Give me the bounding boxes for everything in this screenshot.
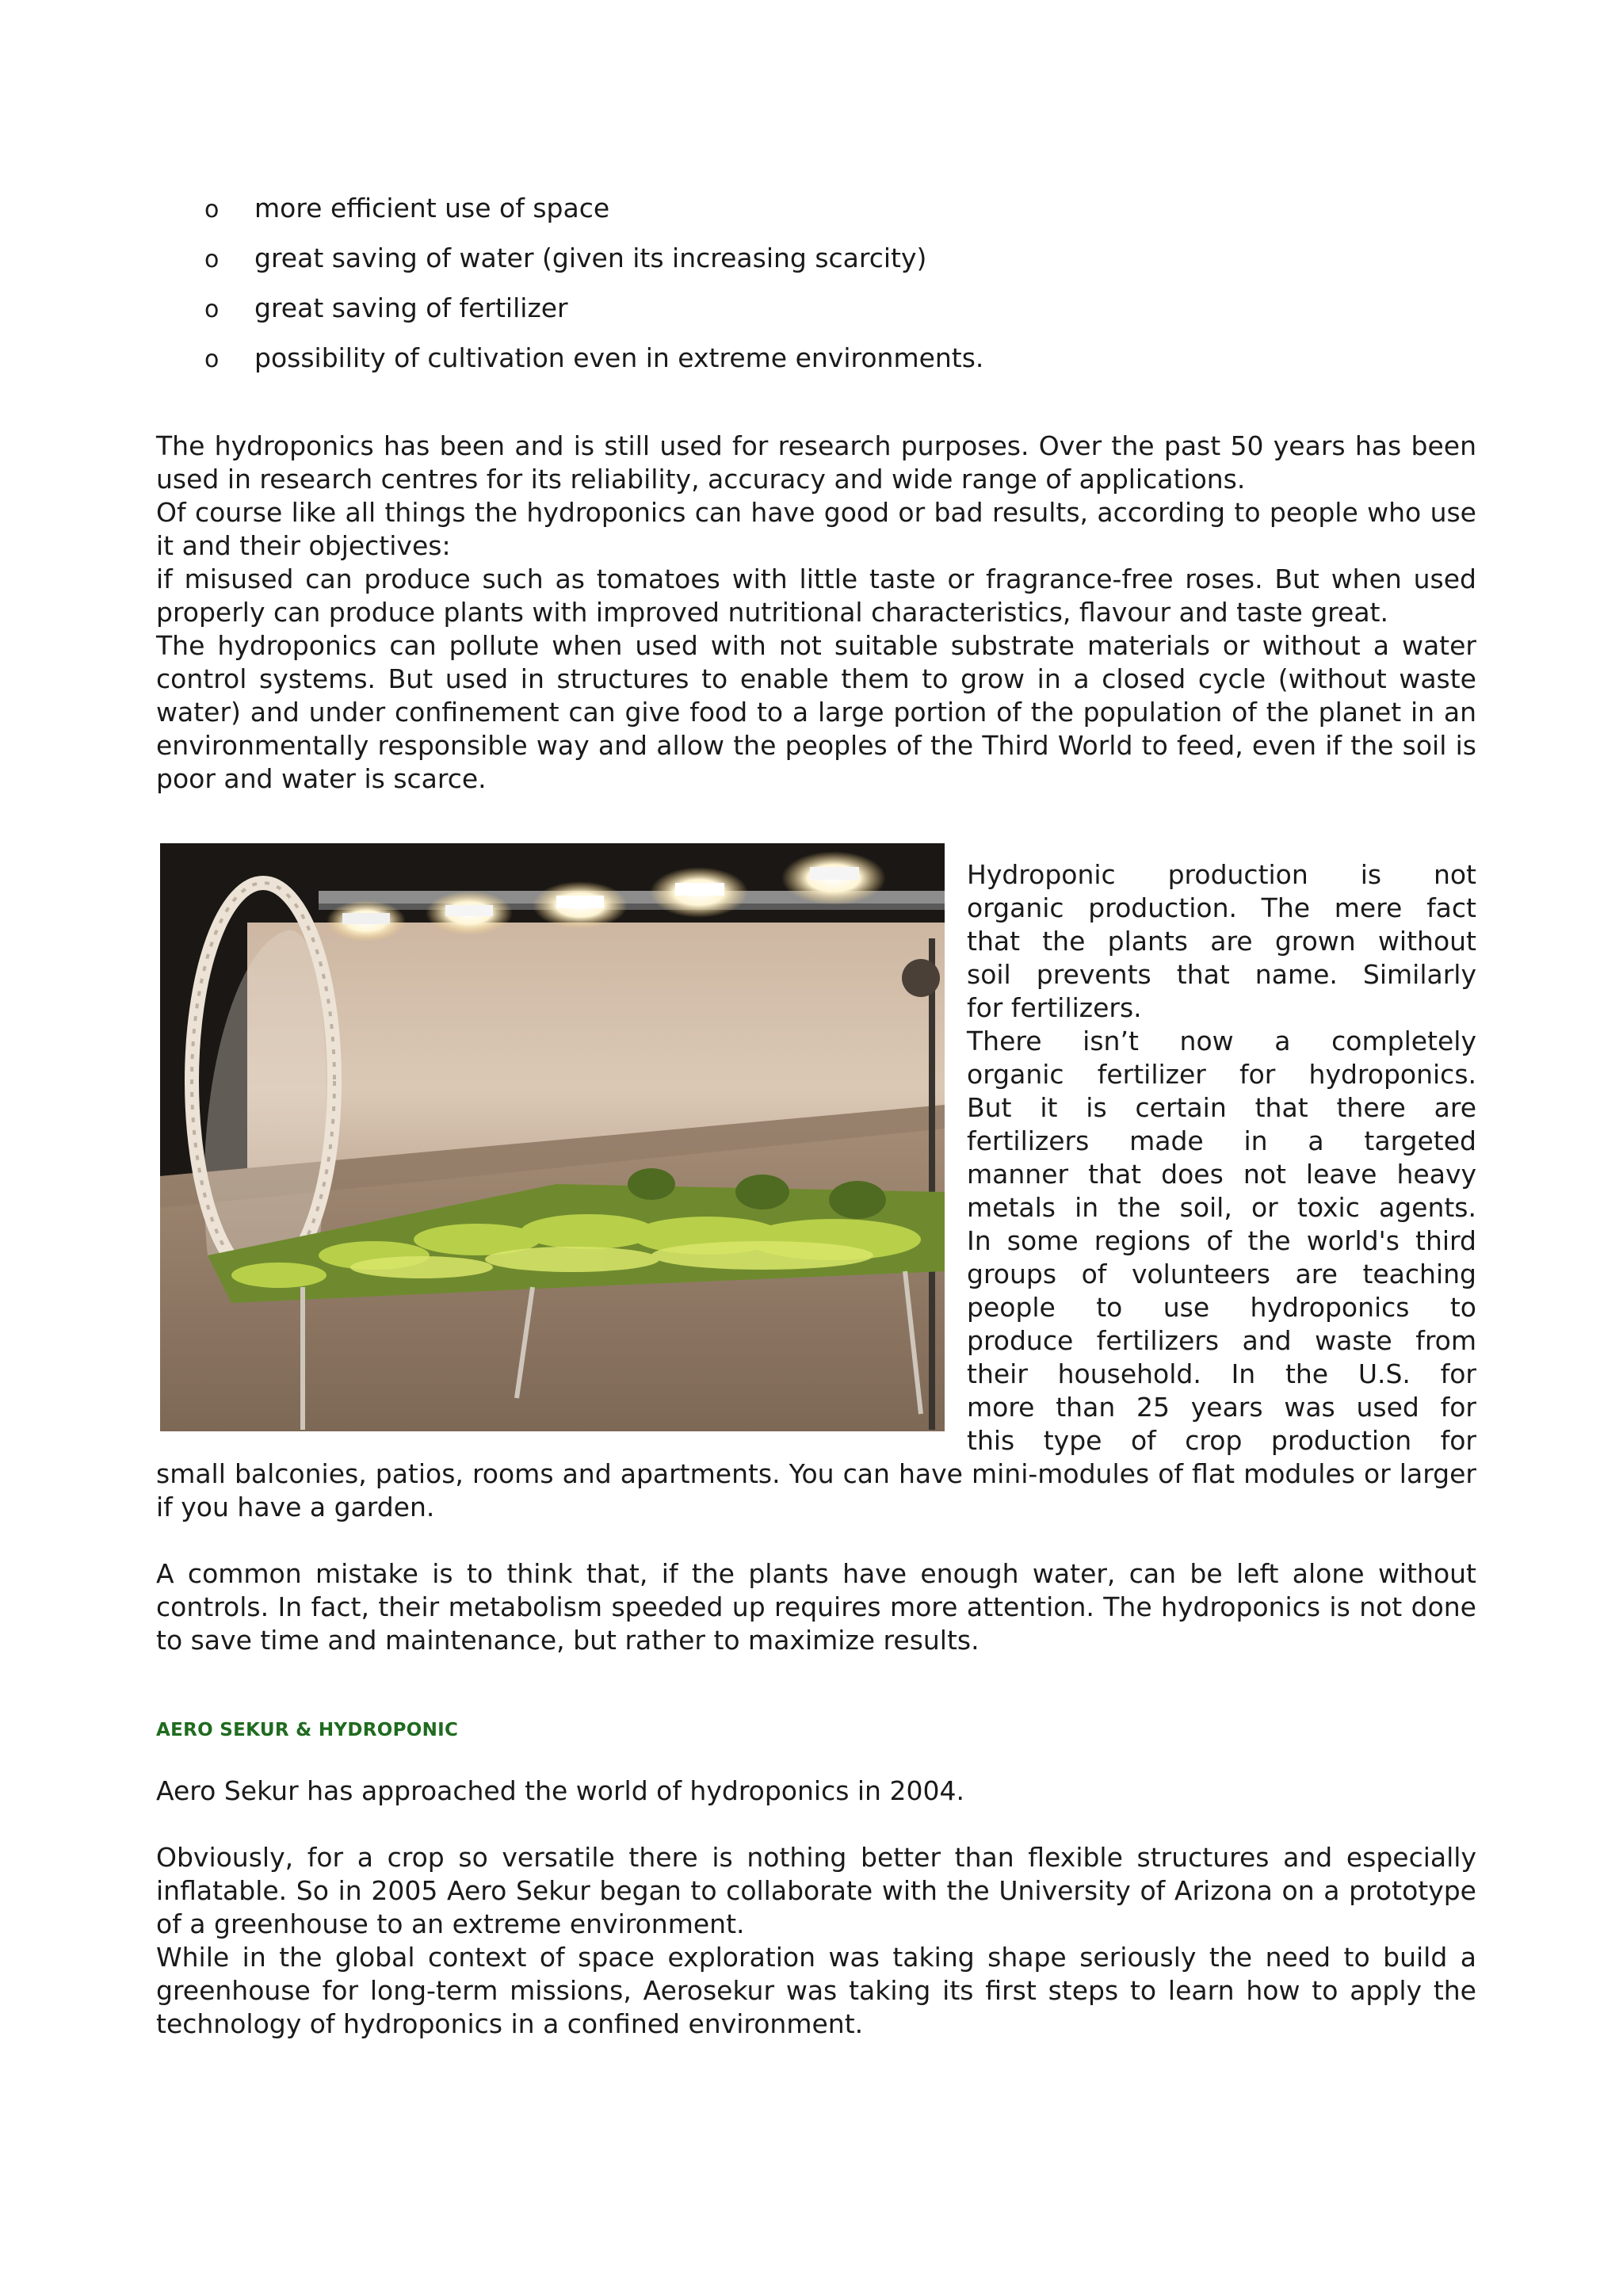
aero-sekur-text — [156, 1841, 1476, 2041]
text-line: fertilizers made in a targeted — [967, 1125, 1476, 1156]
bullet-circle-icon: o — [204, 246, 220, 273]
continuation-text — [156, 1457, 1476, 1524]
paragraph-common-mistake: A common mistake is to think that, if the plants have enough water, can be left alone without controls. In fact, their metabolism speeded up requires more attention. The hydroponics is not done to save time and maintenance, but rather to maximize results. — [156, 1558, 1476, 1656]
text-line: In some regions of the world's third — [967, 1225, 1476, 1256]
bullet-circle-icon: o — [204, 296, 220, 323]
text-line: soil prevents that name. Similarly — [967, 959, 1476, 990]
paragraph-pollution: The hydroponics can pollute when used with not suitable substrate materials or without a water control systems. But used in structures to enable them to grow in a closed cycle (without waste water) and under confinement can give food to a large portion of the population of the planet in an environmentally responsible way and allow the peoples of the Third World to feed, even if the soil is poor and water is scarce. — [156, 630, 1476, 794]
bullet-circle-icon: o — [204, 196, 220, 223]
mistake-text — [156, 1557, 1476, 1657]
paragraph-space-exploration: While in the global context of space exploration was taking shape seriously the need to build a greenhouse for long-term missions, Aerosekur was taking its first steps to learn how to apply the technology of hydroponics in a confined environment. — [156, 1942, 1476, 2039]
text-line: this type of crop production for — [967, 1425, 1476, 1456]
text-line: that the plants are grown without — [967, 926, 1476, 957]
list-item: o great saving of water (given its increasing scarcity) — [204, 242, 983, 292]
text-line: for fertilizers. — [967, 992, 1142, 1023]
paragraph-aero-sekur-2004: Aero Sekur has approached the world of hydroponics in 2004. — [156, 1775, 964, 1806]
text-line: groups of volunteers are teaching — [967, 1259, 1476, 1289]
text-line: produce fertilizers and waste from — [967, 1325, 1476, 1356]
paragraph-arizona: Obviously, for a crop so versatile there is nothing better than flexible structures and especially inflatable. So in 2005 Aero Sekur began to collaborate with the University of Arizona on a prototype of a greenhouse to an extreme environment. — [156, 1842, 1476, 1939]
text-line: organic production. The mere fact — [967, 892, 1476, 923]
hydroponic-greenhouse-photo — [160, 843, 945, 1431]
paragraph-results: Of course like all things the hydroponics can have good or bad results, according to people who use it and their objectives: — [156, 497, 1476, 561]
section-heading: AERO SEKUR & HYDROPONIC — [156, 1720, 459, 1740]
text-line: There isn’t now a completely — [967, 1026, 1476, 1056]
paragraph-research: The hydroponics has been and is still used for research purposes. Over the past 50 years has been used in research centres for its reliability, accuracy and wide range of applications. — [156, 430, 1476, 495]
intro-text — [156, 430, 1476, 796]
list-item: o great saving of fertilizer — [204, 292, 983, 342]
text-line: organic fertilizer for hydroponics. — [967, 1059, 1476, 1090]
aero-sekur-intro — [156, 1775, 1476, 1808]
text-line: manner that does not leave heavy — [967, 1159, 1476, 1190]
text-line: metals in the soil, or toxic agents. — [967, 1192, 1476, 1223]
text-line: more than 25 years was used for — [967, 1392, 1476, 1423]
bullet-circle-icon: o — [204, 346, 220, 373]
text-line: Hydroponic production is not — [967, 859, 1476, 890]
paragraph-continuation: small balconies, patios, rooms and apartments. You can have mini-modules of flat modules or larger if you have a garden. — [156, 1458, 1476, 1522]
list-item: o possibility of cultivation even in extreme environments. — [204, 342, 983, 392]
list-item: o more efficient use of space — [204, 192, 983, 242]
section-heading-wrap — [156, 1720, 1476, 1740]
text-line: their household. In the U.S. for — [967, 1358, 1476, 1389]
text-line: people to use hydroponics to — [967, 1292, 1476, 1323]
benefits-list — [204, 192, 983, 392]
greenhouse-illustration — [160, 843, 945, 1431]
text-line: But it is certain that there are — [967, 1092, 1476, 1123]
paragraph-misuse: if misused can produce such as tomatoes with little taste or fragrance-free roses. But when used properly can produce plants with improved nutritional characteristics, flavour and taste great. — [156, 563, 1476, 628]
organic-production-text — [967, 858, 1476, 1457]
